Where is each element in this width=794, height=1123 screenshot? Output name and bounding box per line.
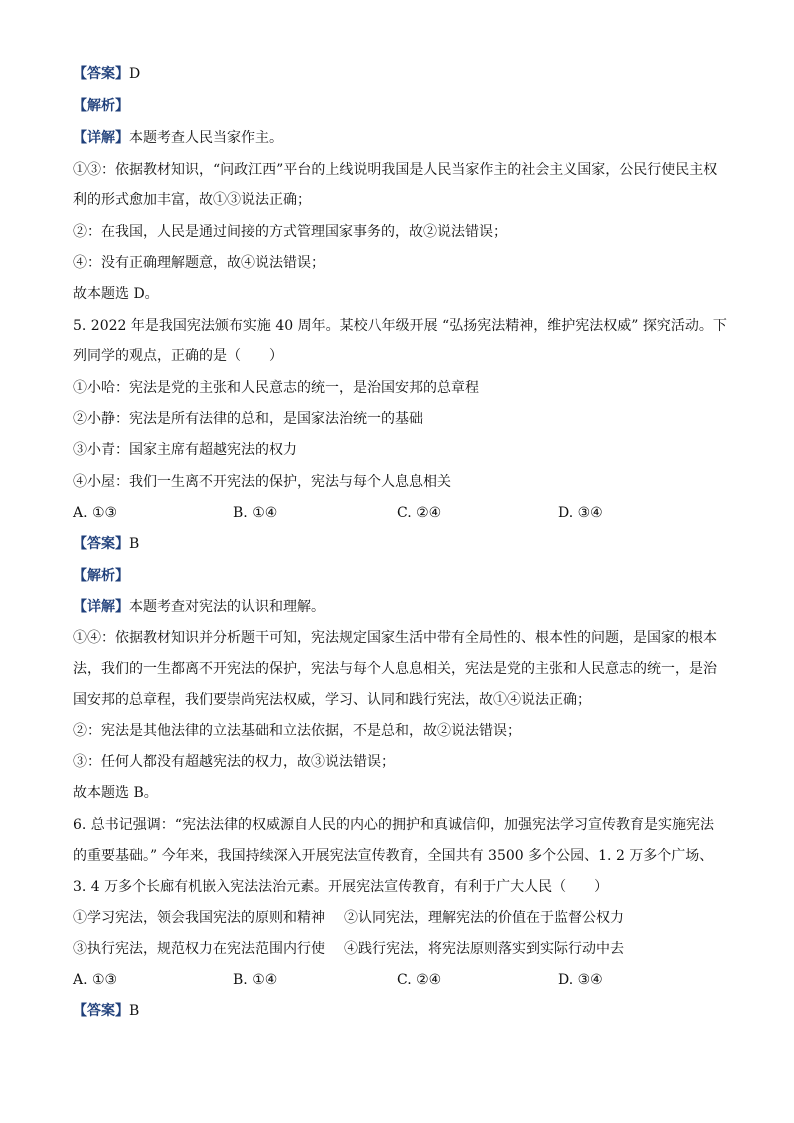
q6-statement: ③执行宪法，规范权力在宪法范围内行使: [73, 941, 325, 957]
q5-statement: ④小屋：我们一生离不开宪法的保护，宪法与每个人息息相关: [73, 474, 451, 490]
analysis-tag: 【解析】: [73, 98, 129, 114]
q6-stem-line: 3. 4 万多个长廊有机嵌入宪法法治元素。开展宪法宣传教育，有利于广大人民（ ）: [73, 879, 609, 895]
q5-stem-line: 5. 2022 年是我国宪法颁布实施 40 周年。某校八年级开展 “弘扬宪法精神，维护宪法权威” 探究活动。下: [73, 318, 727, 334]
q4-answer-line: [73, 64, 733, 84]
answer-tag: 【答案】: [73, 536, 129, 552]
detail-intro: 本题考查对宪法的认识和理解。: [129, 599, 325, 615]
q4-analysis-heading: [73, 96, 733, 116]
option-d: D. ③④: [558, 972, 603, 988]
q6-statement-row: [73, 939, 733, 959]
option-c: C. ②④: [397, 505, 442, 521]
option-a: A. ①③: [73, 505, 118, 521]
q5-statement: ③小青：国家主席有超越宪法的权力: [73, 442, 297, 458]
q6-statement: ④践行宪法，将宪法原则落实到实际行动中去: [344, 941, 624, 957]
q5-statement: ②小静：宪法是所有法律的总和，是国家法治统一的基础: [73, 411, 423, 427]
detail-tag: 【详解】: [73, 130, 129, 146]
q4-explanation-line: ①③：依据教材知识，“问政江西”平台的上线说明我国是人民当家作主的社会主义国家，公民行使民主权: [73, 162, 718, 178]
q5-detail-line: [73, 597, 733, 617]
q4-detail-line: [73, 128, 733, 148]
option-d: D. ③④: [558, 505, 603, 521]
q5-options: [73, 503, 733, 523]
q5-answer-line: [73, 534, 733, 554]
q5-explanation-line: ①④：依据教材知识并分析题干可知，宪法规定国家生活中带有全局性的、根本性的问题，是国家的根本: [73, 630, 717, 646]
q5-statement: ①小哈：宪法是党的主张和人民意志的统一，是治国安邦的总章程: [73, 380, 479, 396]
answer-value: B: [129, 1003, 140, 1019]
answer-value: D: [129, 66, 141, 82]
detail-intro: 本题考查人民当家作主。: [129, 130, 283, 146]
q5-explanation-line: 国安邦的总章程，我们要崇尚宪法权威，学习、认同和践行宪法，故①④说法正确；: [73, 692, 591, 708]
q6-stem-line: 的重要基础。” 今年来，我国持续深入开展宪法宣传教育，全国共有 3500 多个公园、1. 2 万多个广场、: [73, 848, 714, 864]
q5-stem-line: 列同学的观点，正确的是（ ）: [73, 348, 283, 364]
q6-answer-line: [73, 1001, 733, 1021]
q5-explanation-line: 法，我们的一生都离不开宪法的保护，宪法与每个人息息相关，宪法是党的主张和人民意志的统一，是治: [73, 661, 717, 677]
q4-explanation-line: 利的形式愈加丰富，故①③说法正确；: [73, 192, 311, 208]
answer-value: B: [129, 536, 140, 552]
option-b: B. ①④: [233, 505, 278, 521]
option-a: A. ①③: [73, 972, 118, 988]
q6-statement: ①学习宪法，领会我国宪法的原则和精神: [73, 910, 325, 926]
detail-tag: 【详解】: [73, 599, 129, 615]
analysis-tag: 【解析】: [73, 568, 129, 584]
answer-tag: 【答案】: [73, 66, 129, 82]
q6-statement-row: [73, 908, 733, 928]
q5-explanation-line: ③：任何人都没有超越宪法的权力，故③说法错误；: [73, 754, 395, 770]
q4-explanation-line: ②：在我国，人民是通过间接的方式管理国家事务的，故②说法错误；: [73, 224, 507, 240]
q5-explanation-line: ②：宪法是其他法律的立法基础和立法依据，不是总和，故②说法错误；: [73, 723, 521, 739]
q6-options: [73, 970, 733, 990]
answer-tag: 【答案】: [73, 1003, 129, 1019]
q6-statement: ②认同宪法，理解宪法的价值在于监督公权力: [344, 910, 624, 926]
q5-conclusion-line: 故本题选 B。: [73, 785, 158, 801]
q4-explanation-line: ④：没有正确理解题意，故④说法错误；: [73, 255, 325, 271]
q5-analysis-heading: [73, 566, 733, 586]
option-c: C. ②④: [397, 972, 442, 988]
q6-stem-line: 6. 总书记强调：“宪法法律的权威源自人民的内心的拥护和真诚信仰，加强宪法学习宣传教育是实施宪法: [73, 817, 714, 833]
q4-conclusion-line: 故本题选 D。: [73, 286, 159, 302]
option-b: B. ①④: [233, 972, 278, 988]
